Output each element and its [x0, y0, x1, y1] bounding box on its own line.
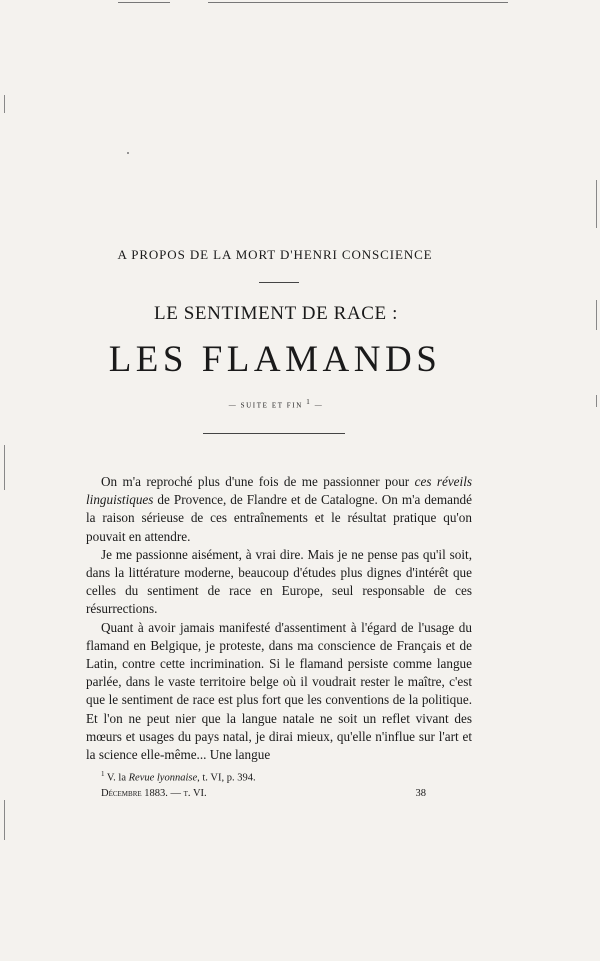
main-title: LES FLAMANDS	[108, 339, 442, 380]
top-rule-left	[118, 2, 170, 3]
paragraph-2: Je me passionne aisément, à vrai dire. Mais je ne pense pas qu'il soit, dans la littérature moderne, beaucoup d'études plus dignes d'intérêt que celles du sentiment de race en Europe, seul responsable de ces résurrections.	[86, 546, 472, 617]
footer-date: Décembre 1883. — t. VI.	[101, 788, 207, 799]
edge-mark	[4, 800, 5, 840]
suite-note	[0, 398, 552, 409]
edge-mark	[596, 395, 597, 407]
paragraph-1-end: de Provence, de Flandre et de Catalogne. On m'a demandé la raison sérieuse de ces entraînements et le résultat pratique qu'on pouvait en attendre.	[86, 492, 472, 544]
page-footer	[101, 788, 426, 799]
edge-mark	[4, 95, 5, 113]
suite-label: — SUITE ET FIN	[228, 401, 303, 410]
divider-long	[203, 433, 345, 434]
speck	[127, 152, 129, 154]
footnote	[101, 770, 256, 784]
footnote-ref: 1	[306, 398, 312, 406]
edge-mark	[596, 180, 597, 228]
paragraph-1-start: On m'a reproché plus d'une fois de me passionner pour	[101, 474, 415, 489]
supertitle: A PROPOS DE LA MORT D'HENRI CONSCIENCE	[117, 247, 433, 262]
paragraph-3: Quant à avoir jamais manifesté d'assentiment à l'égard de l'usage du flamand en Belgique, je proteste, dans ma conscience de Français et de Latin, contre cette incrimination. Si le flamand persiste comme langue parlée, dans le vaste territoire belge où il voudrait rester le maître, c'est que le sentiment de race est plus fort que les conventions de la politique. Et l'on ne peut nier que la langue natale ne soit un reflet vivant des mœurs et usages du pays natal, je dirai mieux, qu'elle n'influe sur l'art et la science elle-même... Une langue	[86, 619, 472, 763]
paragraph-1	[86, 473, 472, 546]
edge-mark	[596, 300, 597, 330]
divider-short	[259, 282, 299, 283]
edge-mark	[4, 445, 5, 490]
article-title: LE SENTIMENT DE RACE :	[153, 303, 398, 324]
footnote-italic: Revue lyonnaise	[128, 772, 198, 784]
footnote-suffix: , t. VI, p. 394.	[197, 772, 256, 784]
page-number: 38	[415, 788, 426, 799]
suite-end: —	[311, 401, 324, 410]
body-text	[86, 473, 472, 764]
footnote-prefix: V. la	[104, 772, 129, 784]
paragraph-1-italic: ces réveils linguistiques	[86, 474, 472, 508]
top-rule-right	[208, 2, 508, 3]
footnote-marker: 1	[101, 770, 105, 778]
